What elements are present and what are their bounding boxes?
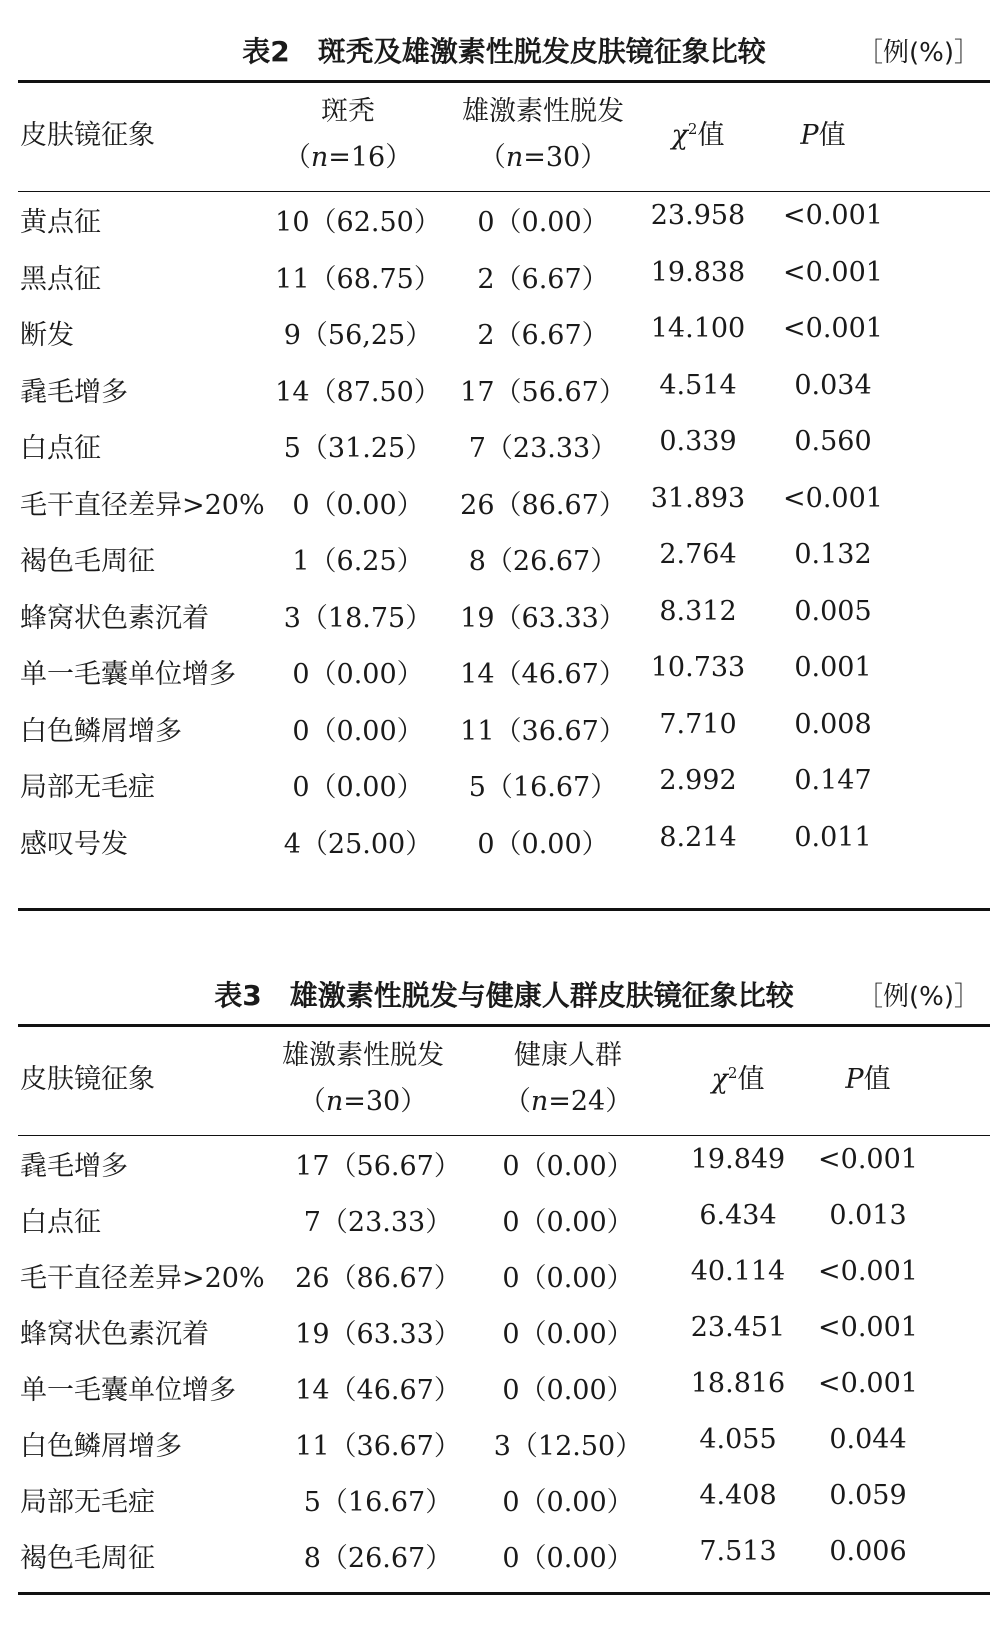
header-p [818, 1057, 918, 1096]
cell-chi: 14.100 [650, 313, 746, 344]
cell-chi: 8.312 [659, 595, 737, 627]
cell-group-a: 1（6.25） [292, 546, 424, 577]
header-group-a [263, 1033, 463, 1125]
cell-group-b: 14（46.67） [460, 659, 626, 690]
header-group-b-name: 雄激素性脱发 [462, 96, 624, 127]
cell-p: <0.001 [818, 1256, 918, 1287]
table-2-body [18, 192, 990, 870]
cell-sign: 毳毛增多 [20, 376, 128, 408]
header-chi [688, 1057, 788, 1096]
cell-p: <0.001 [818, 1144, 918, 1175]
cell-chi: 19.838 [650, 256, 746, 288]
cell-sign: 毛干直径差异>20% [20, 1263, 265, 1294]
cell-sign: 褐色毛周征 [20, 1543, 155, 1574]
cell-group-a: 5（16.67） [303, 1487, 453, 1518]
cell-group-b: 3（12.50） [493, 1431, 643, 1462]
header-group-a-n: （n=16） [283, 142, 413, 173]
cell-group-a: 5（31.25） [283, 433, 433, 464]
cell-group-a: 0（0.00） [292, 772, 424, 803]
cell-group-b: 0（0.00） [502, 1487, 634, 1518]
table-3-title: 表3 雄激素性脱发与健康人群皮肤镜征象比较 [214, 979, 794, 1012]
table-2-header [18, 83, 990, 191]
cell-p: 0.044 [829, 1424, 907, 1455]
cell-group-b: 26（86.67） [460, 489, 626, 521]
table-2-bottom-rule [18, 908, 990, 911]
n-italic: n [505, 142, 524, 173]
n-value: =30 [523, 142, 581, 173]
table-3-caption [18, 970, 990, 1024]
cell-chi: 40.114 [690, 1256, 786, 1287]
cell-group-b: 7（23.33） [468, 433, 618, 464]
cell-group-b: 8（26.67） [468, 546, 618, 577]
cell-chi: 7.710 [659, 708, 737, 740]
cell-chi: 4.514 [659, 369, 737, 401]
cell-p: 0.147 [794, 765, 872, 796]
p-suffix: 值 [818, 120, 846, 151]
cell-chi: 19.849 [690, 1144, 786, 1175]
table-row [18, 1136, 990, 1192]
cell-group-a: 17（56.67） [295, 1151, 461, 1182]
cell-sign: 毳毛增多 [20, 1151, 128, 1182]
n-value: =16 [328, 142, 386, 173]
cell-group-a: 9（56,25） [283, 320, 433, 351]
cell-p: <0.001 [783, 200, 883, 231]
table-row [18, 701, 990, 758]
table-2-caption [18, 26, 990, 80]
cell-group-a: 0（0.00） [292, 489, 424, 521]
header-p [773, 113, 873, 152]
cell-p: <0.001 [818, 1312, 918, 1343]
table-row [18, 1304, 990, 1360]
cell-p: 0.059 [829, 1480, 907, 1511]
table-row [18, 1360, 990, 1416]
header-group-a-n: （n=30） [298, 1086, 428, 1117]
cell-p: 0.011 [794, 821, 872, 853]
table-row [18, 1472, 990, 1528]
cell-group-b: 0（0.00） [502, 1207, 634, 1238]
p-symbol: P [845, 1064, 864, 1095]
cell-p: <0.001 [818, 1368, 918, 1399]
chi-sup: 2 [687, 120, 698, 138]
cell-p: 0.006 [829, 1536, 907, 1567]
n-value: =24 [548, 1086, 606, 1117]
cell-p: 0.008 [794, 708, 872, 740]
cell-chi: 2.992 [659, 765, 737, 796]
cell-group-b: 0（0.00） [502, 1151, 634, 1182]
cell-chi: 0.339 [659, 426, 737, 457]
cell-p: 0.013 [829, 1200, 907, 1231]
table-row [18, 814, 990, 871]
cell-group-a: 0（0.00） [292, 715, 424, 747]
table-row [18, 1528, 990, 1584]
table-row [18, 1248, 990, 1304]
cell-sign: 白点征 [20, 1207, 101, 1238]
cell-chi: 2.764 [659, 539, 737, 570]
cell-sign: 蜂窝状色素沉着 [20, 602, 209, 634]
table-row [18, 1416, 990, 1472]
cell-p: <0.001 [783, 313, 883, 344]
cell-group-b: 0（0.00） [502, 1263, 634, 1294]
cell-sign: 黑点征 [20, 263, 101, 295]
cell-group-a: 14（87.50） [275, 376, 441, 408]
cell-group-b: 0（0.00） [502, 1543, 634, 1574]
cell-group-b: 2（6.67） [477, 320, 609, 351]
cell-chi: 31.893 [650, 482, 746, 514]
cell-sign: 白色鳞屑增多 [20, 1431, 182, 1462]
chi-suffix: 值 [697, 120, 725, 151]
header-group-b-n: （n=24） [503, 1086, 633, 1117]
table-2-unit: ［例(%)］ [857, 38, 980, 68]
chi-symbol: χ [711, 1064, 728, 1095]
chi-symbol: χ [671, 120, 688, 151]
table-row [18, 644, 990, 701]
table-3-unit: ［例(%)］ [857, 982, 980, 1012]
cell-chi: 10.733 [650, 652, 746, 683]
table-3 [18, 970, 990, 1620]
cell-p: <0.001 [783, 482, 883, 514]
table-row [18, 192, 990, 249]
p-symbol: P [800, 120, 819, 151]
table-row [18, 1192, 990, 1248]
cell-group-b: 0（0.00） [477, 207, 609, 238]
cell-group-a: 14（46.67） [295, 1375, 461, 1406]
cell-chi: 4.408 [699, 1480, 777, 1511]
p-suffix: 值 [863, 1064, 891, 1095]
cell-group-a: 3（18.75） [283, 602, 433, 634]
cell-sign: 毛干直径差异>20% [20, 489, 265, 521]
cell-p: 0.001 [794, 652, 872, 683]
table-row [18, 757, 990, 814]
cell-sign: 蜂窝状色素沉着 [20, 1319, 209, 1350]
cell-sign: 断发 [20, 320, 74, 351]
header-group-b-name: 健康人群 [514, 1040, 622, 1071]
cell-group-b: 0（0.00） [502, 1375, 634, 1406]
cell-p: 0.034 [794, 369, 872, 401]
cell-group-a: 10（62.50） [275, 207, 441, 238]
cell-sign: 单一毛囊单位增多 [20, 1375, 236, 1406]
chi-sup: 2 [727, 1064, 738, 1082]
cell-sign: 局部无毛症 [20, 772, 155, 803]
cell-chi: 4.055 [699, 1424, 777, 1455]
table-row [18, 475, 990, 532]
cell-chi: 8.214 [659, 821, 737, 853]
cell-sign: 局部无毛症 [20, 1487, 155, 1518]
cell-group-b: 0（0.00） [477, 828, 609, 860]
table-row [18, 531, 990, 588]
cell-group-b: 2（6.67） [477, 263, 609, 295]
cell-group-a: 8（26.67） [303, 1543, 453, 1574]
cell-p: <0.001 [783, 256, 883, 288]
cell-group-a: 11（68.75） [275, 263, 441, 295]
table-2-title: 表2 斑秃及雄激素性脱发皮肤镜征象比较 [242, 35, 766, 68]
cell-chi: 23.451 [690, 1312, 786, 1343]
cell-sign: 单一毛囊单位增多 [20, 659, 236, 690]
cell-p: 0.560 [794, 426, 872, 457]
n-value: =30 [343, 1086, 401, 1117]
n-italic: n [325, 1086, 344, 1117]
table-row [18, 305, 990, 362]
cell-sign: 黄点征 [20, 207, 101, 238]
cell-group-a: 19（63.33） [295, 1319, 461, 1350]
cell-p: 0.005 [794, 595, 872, 627]
table-row [18, 362, 990, 419]
cell-sign: 褐色毛周征 [20, 546, 155, 577]
n-italic: n [530, 1086, 549, 1117]
cell-chi: 6.434 [699, 1200, 777, 1231]
cell-group-a: 4（25.00） [283, 828, 433, 860]
cell-group-b: 5（16.67） [468, 772, 618, 803]
n-italic: n [310, 142, 329, 173]
chi-suffix: 值 [737, 1064, 765, 1095]
cell-p: 0.132 [794, 539, 872, 570]
cell-chi: 7.513 [699, 1536, 777, 1567]
cell-group-b: 19（63.33） [460, 602, 626, 634]
header-chi [648, 113, 748, 152]
cell-group-a: 11（36.67） [295, 1431, 461, 1462]
table-row [18, 418, 990, 475]
cell-group-a: 7（23.33） [303, 1207, 453, 1238]
header-sign: 皮肤镜征象 [20, 1064, 155, 1095]
cell-group-a: 26（86.67） [295, 1263, 461, 1294]
cell-sign: 感叹号发 [20, 828, 128, 860]
header-sign: 皮肤镜征象 [20, 120, 155, 151]
cell-sign: 白色鳞屑增多 [20, 715, 182, 747]
cell-chi: 23.958 [650, 200, 746, 231]
cell-chi: 18.816 [690, 1368, 786, 1399]
cell-sign: 白点征 [20, 433, 101, 464]
header-group-b [488, 1033, 648, 1125]
header-group-a-name: 雄激素性脱发 [282, 1040, 444, 1071]
header-group-b-n: （n=30） [478, 142, 608, 173]
table-row [18, 588, 990, 645]
header-group-a [268, 89, 428, 181]
cell-group-b: 11（36.67） [460, 715, 626, 747]
table-2 [18, 26, 990, 908]
header-group-b [443, 89, 643, 181]
table-row [18, 249, 990, 306]
header-group-a-name: 斑秃 [321, 96, 375, 127]
table-3-bottom-rule [18, 1592, 990, 1595]
table-3-header [18, 1027, 990, 1135]
cell-group-a: 0（0.00） [292, 659, 424, 690]
cell-group-b: 0（0.00） [502, 1319, 634, 1350]
cell-group-b: 17（56.67） [460, 376, 626, 408]
table-3-body [18, 1136, 990, 1584]
